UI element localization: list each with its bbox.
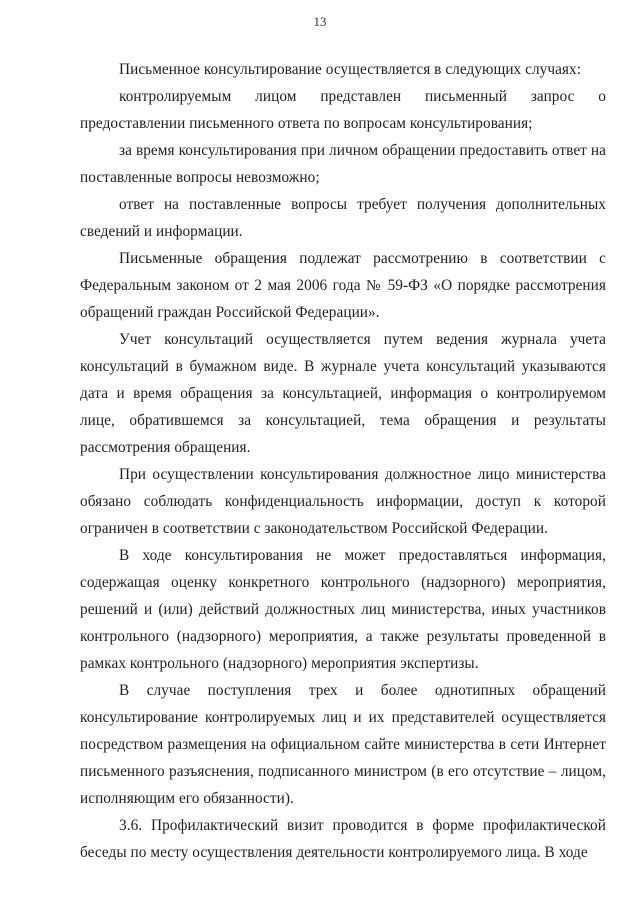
paragraph-case-answer-impossible: за время консультирования при личном обращении предоставить ответ на поставленные вопросы невозможно; — [80, 142, 606, 186]
paragraph-case-written-request: контролируемым лицом представлен письменный запрос о предоставлении письменного ответа по вопросам консультирования; — [80, 88, 606, 132]
page-number: 13 — [313, 14, 327, 29]
paragraph-written-consulting-cases: Письменное консультирование осуществляется в следующих случаях: — [119, 61, 582, 78]
paragraph-case-additional-info: ответ на поставленные вопросы требует получения дополнительных сведений и информации. — [80, 196, 606, 240]
paragraph-confidentiality: При осуществлении консультирования должностное лицо министерства обязано соблюдать конфиденциальность информации, доступ к которой ограничен в соответствии с законодательством Российской Федерации. — [80, 466, 606, 537]
paragraph-similar-appeals: В случае поступления трех и более однотипных обращений консультирование контролируемых лиц и их представителей осуществляется посредством размещения на официальном сайте министерства в сети Интернет письменного разъяснения, подписанного министром (в его отсутствие – лицом, исполняющим его обязанности). — [80, 682, 606, 807]
paragraph-consultation-log: Учет консультаций осуществляется путем ведения журнала учета консультаций в бумажном виде. В журнале учета консультаций указываются дата и время обращения за консультацией, информация о контролируемом лице, обратившемся за консультацией, тема обращения и результаты рассмотрения обращения. — [80, 331, 606, 456]
document-body — [80, 56, 606, 866]
paragraph-written-appeals-law: Письменные обращения подлежат рассмотрению в соответствии с Федеральным законом от 2 мая 2006 года № 59-ФЗ «О порядке рассмотрения обращений граждан Российской Федерации». — [80, 250, 606, 321]
paragraph-restricted-information: В ходе консультирования не может предоставляться информация, содержащая оценку конкретного контрольного (надзорного) мероприятия, решений и (или) действий должностных лиц министерства, иных участников контрольного (надзорного) мероприятия, а также результаты проведенной в рамках контрольного (надзорного) мероприятия экспертизы. — [80, 547, 606, 672]
paragraph-preventive-visit: 3.6. Профилактический визит проводится в форме профилактической беседы по месту осуществления деятельности контролируемого лица. В ходе — [80, 817, 606, 861]
